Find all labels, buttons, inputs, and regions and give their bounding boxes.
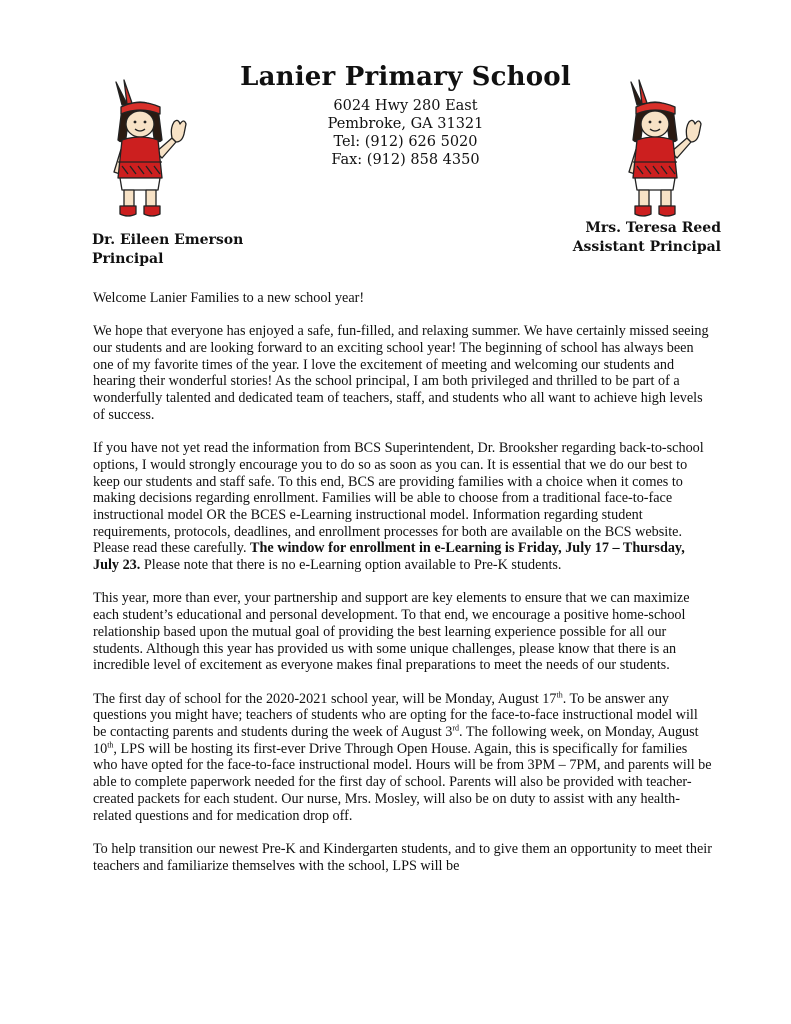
paragraph-4-text-d: , LPS will be hosting its first-ever Drive Through Open House. Again, this is specifically for families who have opted for the face-to-face instructional model. Hours will be from 3PM – 7PM, and parents will be able to complete paperwork needed for the first day of school. Parents will also be provided with teacher-created packets for each student. Our nurse, Mrs. Mosley, will also be on duty to assist with any health-related questions and for medication drop off.: [93, 740, 712, 824]
assistant-principal-signature-block: [540, 219, 721, 257]
letter-body: [93, 290, 713, 891]
principal-name: Dr. Eileen Emerson: [92, 232, 244, 248]
ordinal-suffix: th: [107, 740, 114, 749]
enrollment-window-notice: The window for enrollment in e-Learning is Friday, July 17 – Thursday, July 23.: [93, 540, 685, 574]
paragraph-4-text-c: . The following week, on Monday, August 10: [93, 724, 699, 757]
address-line-2: Pembroke, GA 31321: [327, 116, 484, 132]
fax-line: Fax: (912) 858 4350: [331, 152, 480, 168]
letter-paragraph-5: To help transition our newest Pre-K and Kindergarten students, and to give them an opportunity to meet their teachers and familiarize themselves with the school, LPS will be: [93, 840, 712, 874]
letter-paragraph-3: This year, more than ever, your partnership and support are key elements to ensure that we can maximize each student’s educational and personal development. To that end, we encourage a positive home-school relationship based upon the mutual goal of providing the best learning experience possible for all our students. Although this year has provided us with some unique challenges, please know that there is an incredible level of excitement as everyone makes final preparations to meet the needs of our students.: [93, 590, 690, 674]
paragraph-4-text-b: . To be answer any questions you might have; teachers of students who are opting for the face-to-face instructional model will be contacting parents and students during the week of August 3: [93, 690, 698, 741]
school-mascot-right-image: [615, 74, 715, 222]
paragraph-2-text-b: Please note that there is no e-Learning option available to Pre-K students.: [140, 557, 562, 574]
assistant-principal-title: Assistant Principal: [572, 239, 721, 255]
letter-paragraph-2: [93, 440, 713, 574]
ordinal-suffix: th: [556, 689, 563, 699]
paragraph-4-text-a: The first day of school for the 2020-2021 school year, will be Monday, August 17: [93, 690, 557, 707]
principal-signature-block: [92, 231, 243, 269]
assistant-principal-name: Mrs. Teresa Reed: [585, 220, 721, 236]
letter-paragraph-1: We hope that everyone has enjoyed a safe, fun-filled, and relaxing summer. We have certainly missed seeing our students and are looking forward to an exciting school year! The beginning of school has always been one of my favorite times of the year. I love the excitement of meeting and welcoming our students and hearing their wonderful stories! As the school principal, I am both privileged and thrilled to be part of a wonderfully talented and dedicated team of teachers, staff, and students who all want to achieve high levels of success.: [93, 323, 709, 423]
paragraph-2-text-a: If you have not yet read the information from BCS Superintendent, Dr. Brooksher regarding back-to-school options, I would strongly encourage you to do so as soon as you can. It is essential that we do our best to keep our students and staff safe. To this end, BCS are providing families with a choice when it comes to making decisions regarding enrollment. Families will be able to choose from a traditional face-to-face instructional model OR the BCES e-Learning instructional model. Information regarding student requirements, protocols, deadlines, and enrollment processes for both are available on the BCS website. Please read these carefully.: [93, 440, 704, 557]
principal-title: Principal: [92, 251, 164, 267]
ordinal-suffix: rd: [452, 723, 460, 733]
telephone-line: Tel: (912) 626 5020: [333, 134, 478, 150]
school-mascot-left-image: [100, 74, 200, 222]
address-line-1: 6024 Hwy 280 East: [333, 98, 478, 114]
school-name-heading: Lanier Primary School: [240, 62, 571, 92]
letter-paragraph-4: [93, 691, 713, 825]
letter-greeting: Welcome Lanier Families to a new school year!: [93, 290, 365, 306]
